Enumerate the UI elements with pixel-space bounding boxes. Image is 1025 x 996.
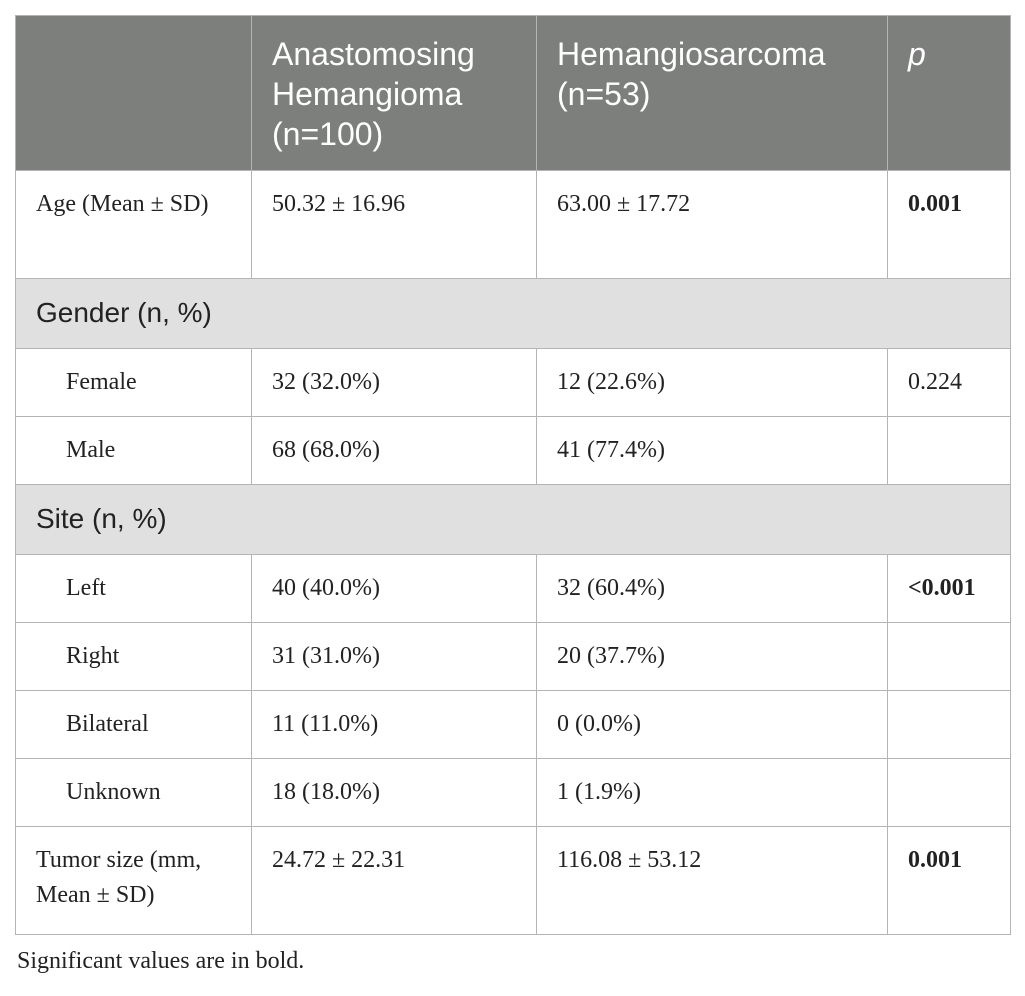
header-empty [16, 16, 252, 171]
cell-ah: 68 (68.0%) [252, 417, 537, 485]
comparison-table [15, 15, 1011, 935]
cell-p [888, 759, 1011, 827]
cell-p: 0.001 [888, 171, 1011, 279]
section-label: Gender (n, %) [16, 279, 1011, 349]
cell-hs: 1 (1.9%) [537, 759, 888, 827]
table-row [16, 691, 1011, 759]
row-label: Tumor size (mm, Mean ± SD) [16, 827, 252, 935]
cell-ah: 32 (32.0%) [252, 349, 537, 417]
table-row [16, 555, 1011, 623]
table-row [16, 827, 1011, 935]
cell-ah: 11 (11.0%) [252, 691, 537, 759]
row-label: Right [16, 623, 252, 691]
cell-p [888, 417, 1011, 485]
cell-p: <0.001 [888, 555, 1011, 623]
cell-p: 0.224 [888, 349, 1011, 417]
table-row [16, 171, 1011, 279]
row-label: Unknown [16, 759, 252, 827]
section-row-site [16, 485, 1011, 555]
section-label: Site (n, %) [16, 485, 1011, 555]
table-row [16, 417, 1011, 485]
header-row [16, 16, 1011, 171]
cell-ah: 31 (31.0%) [252, 623, 537, 691]
cell-ah: 40 (40.0%) [252, 555, 537, 623]
cell-ah: 50.32 ± 16.96 [252, 171, 537, 279]
row-label: Female [16, 349, 252, 417]
cell-hs: 63.00 ± 17.72 [537, 171, 888, 279]
row-label: Bilateral [16, 691, 252, 759]
cell-hs: 116.08 ± 53.12 [537, 827, 888, 935]
cell-hs: 20 (37.7%) [537, 623, 888, 691]
header-hemangiosarcoma: Hemangiosarcoma (n=53) [537, 16, 888, 171]
cell-p [888, 691, 1011, 759]
header-anastomosing-hemangioma: Anastomosing Hemangioma (n=100) [252, 16, 537, 171]
cell-hs: 41 (77.4%) [537, 417, 888, 485]
cell-hs: 0 (0.0%) [537, 691, 888, 759]
cell-p: 0.001 [888, 827, 1011, 935]
row-label: Left [16, 555, 252, 623]
cell-ah: 18 (18.0%) [252, 759, 537, 827]
table-row [16, 759, 1011, 827]
section-row-gender [16, 279, 1011, 349]
cell-p [888, 623, 1011, 691]
cell-hs: 12 (22.6%) [537, 349, 888, 417]
table-footnote: Significant values are in bold. [17, 948, 305, 974]
cell-hs: 32 (60.4%) [537, 555, 888, 623]
row-label: Male [16, 417, 252, 485]
cell-ah: 24.72 ± 22.31 [252, 827, 537, 935]
row-label: Age (Mean ± SD) [16, 171, 252, 279]
table-row [16, 349, 1011, 417]
header-p-value: p [888, 16, 1011, 171]
table-row [16, 623, 1011, 691]
